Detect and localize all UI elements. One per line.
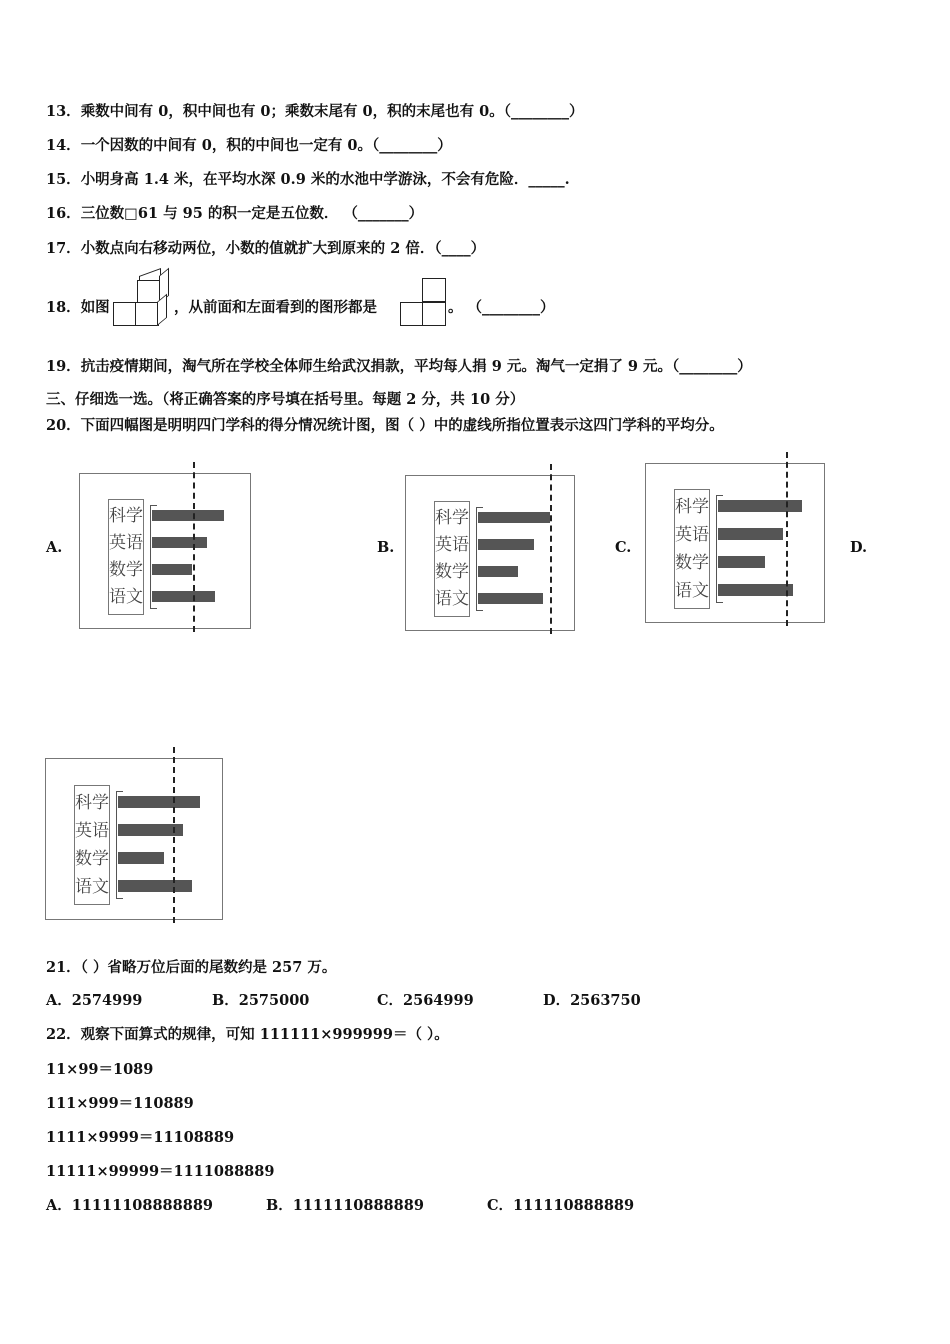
question-17-text: 小数点向右移动两位，小数的值就扩大到原来的 2 倍．（____） xyxy=(80,240,486,257)
q21-option-a[interactable]: A．2574999 xyxy=(46,992,143,1009)
subject-label-box xyxy=(674,489,710,609)
score-bar xyxy=(718,556,765,568)
question-17-number: 17． xyxy=(46,240,81,257)
question-13-text: 乘数中间有 0，积中间也有 0；乘数末尾有 0，积的末尾也有 0。（________） xyxy=(80,103,584,120)
chart-b xyxy=(405,475,575,631)
chart-a xyxy=(79,473,251,629)
question-17 xyxy=(46,239,485,259)
subject-label: 数学 xyxy=(109,560,143,580)
question-16-text: 三位数□61 与 95 的积一定是五位数． （_______） xyxy=(80,205,424,222)
question-18-number: 18． xyxy=(46,299,81,316)
score-bar xyxy=(718,584,793,596)
subject-label: 数学 xyxy=(75,849,109,869)
option-b-label[interactable]: B. xyxy=(377,539,395,556)
score-bar xyxy=(118,796,200,808)
question-15 xyxy=(46,170,570,190)
question-18-text-c: 。 （________） xyxy=(448,299,555,316)
question-18-end xyxy=(448,298,555,318)
question-15-text: 小明身高 1.4 米，在平均水深 0.9 米的水池中学游泳，不会有危险．_____. xyxy=(80,171,570,188)
score-bar xyxy=(718,528,783,540)
question-13-number: 13． xyxy=(46,103,81,120)
chart-d xyxy=(45,758,223,920)
subject-label-box xyxy=(74,785,110,905)
question-13 xyxy=(46,102,583,122)
subject-label: 英语 xyxy=(675,525,709,545)
question-18-text-b: ，从前面和左面看到的图形都是 xyxy=(174,299,377,316)
cube-figure-icon xyxy=(111,268,173,328)
score-bar xyxy=(478,512,550,523)
question-19-number: 19． xyxy=(46,358,81,375)
chart-c xyxy=(645,463,825,623)
subject-label: 科学 xyxy=(109,506,143,526)
q22-option-a[interactable]: A．11111108888889 xyxy=(46,1197,213,1214)
subject-label: 科学 xyxy=(675,497,709,517)
score-bar xyxy=(152,510,224,521)
question-14-number: 14． xyxy=(46,137,81,154)
question-16-number: 16． xyxy=(46,205,81,222)
question-14-text: 一个因数的中间有 0，积的中间也一定有 0。（________） xyxy=(80,137,452,154)
score-bar xyxy=(152,564,192,575)
equation-line: 111×999＝110889 xyxy=(46,1095,194,1112)
average-dashed-line xyxy=(173,747,175,923)
score-bar xyxy=(478,593,543,604)
score-bar xyxy=(478,539,534,550)
q21-option-c[interactable]: C．2564999 xyxy=(377,992,474,1009)
question-18-middle xyxy=(174,298,377,318)
subject-label-box xyxy=(434,501,470,617)
score-bar xyxy=(152,591,215,602)
average-dashed-line xyxy=(193,462,195,632)
question-18 xyxy=(46,298,110,318)
subject-label: 科学 xyxy=(75,793,109,813)
subject-label: 英语 xyxy=(435,535,469,555)
question-16 xyxy=(46,204,423,224)
subject-label-box xyxy=(108,499,144,615)
score-bar xyxy=(152,537,207,548)
question-14 xyxy=(46,136,452,156)
subject-label: 语文 xyxy=(109,587,143,607)
question-15-number: 15． xyxy=(46,171,81,188)
average-dashed-line xyxy=(786,452,788,626)
average-dashed-line xyxy=(550,464,552,634)
subject-label: 英语 xyxy=(109,533,143,553)
equation-line: 11111×99999＝1111088889 xyxy=(46,1163,275,1180)
subject-label: 科学 xyxy=(435,508,469,528)
subject-label: 数学 xyxy=(435,562,469,582)
option-d-label[interactable]: D. xyxy=(850,539,868,556)
score-bar xyxy=(118,880,192,892)
score-bar xyxy=(718,500,802,512)
score-bar xyxy=(478,566,518,577)
section-3-title: 三、仔细选一选。（将正确答案的序号填在括号里。每题 2 分，共 10 分） xyxy=(46,391,525,408)
q21-option-b[interactable]: B．2575000 xyxy=(212,992,310,1009)
equation-line: 1111×9999＝11108889 xyxy=(46,1129,235,1146)
q21-option-d[interactable]: D．2563750 xyxy=(543,992,641,1009)
q22-option-c[interactable]: C．111110888889 xyxy=(487,1197,635,1214)
equation-line: 11×99＝1089 xyxy=(46,1061,154,1078)
subject-label: 数学 xyxy=(675,553,709,573)
question-18-text-a: 如图 xyxy=(80,299,110,316)
question-22-text: 22．观察下面算式的规律，可知 111111×999999＝（ ）。 xyxy=(46,1026,449,1043)
q22-option-b[interactable]: B．1111110888889 xyxy=(266,1197,424,1214)
question-19 xyxy=(46,357,752,377)
question-19-text: 抗击疫情期间，淘气所在学校全体师生给武汉捐款，平均每人捐 9 元。淘气一定捐了 9 元。（________） xyxy=(80,358,752,375)
view-shape-icon xyxy=(400,278,448,326)
subject-label: 英语 xyxy=(75,821,109,841)
option-a-label[interactable]: A. xyxy=(46,539,63,556)
subject-label: 语文 xyxy=(675,581,709,601)
subject-label: 语文 xyxy=(75,877,109,897)
subject-label: 语文 xyxy=(435,589,469,609)
score-bar xyxy=(118,852,164,864)
option-c-label[interactable]: C. xyxy=(615,539,632,556)
question-20-text: 20．下面四幅图是明明四门学科的得分情况统计图，图（ ）中的虚线所指位置表示这四门学科的平均分。 xyxy=(46,417,724,434)
question-21-text: 21．（ ）省略万位后面的尾数约是 257 万。 xyxy=(46,959,337,976)
